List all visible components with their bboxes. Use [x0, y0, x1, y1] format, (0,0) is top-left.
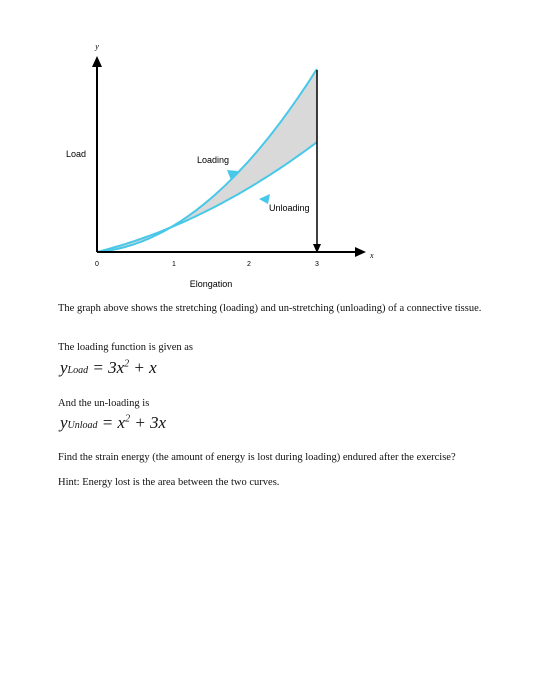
- unloading-formula: [60, 413, 166, 433]
- y-axis-symbol: y: [95, 42, 99, 51]
- y-axis-label: Load: [66, 149, 87, 159]
- formula-exponent: 2: [125, 413, 131, 425]
- hint-text: Hint: Energy lost is the area between the two curves.: [58, 477, 280, 488]
- x-tick-label: 3: [315, 261, 319, 268]
- formula-part: = x: [97, 413, 126, 432]
- intro-paragraph: The graph above shows the stretching (loading) and un-stretching (unloading) of a connective tissue.: [58, 303, 482, 314]
- x-tick-label: 0: [95, 261, 99, 268]
- x-tick-label: 2: [247, 261, 251, 268]
- formula-part: + x: [129, 358, 157, 377]
- x-axis-label: Elongation: [189, 279, 233, 289]
- y-axis-arrow: [92, 56, 102, 67]
- x-tick-label: 1: [172, 261, 176, 268]
- formula-y: y: [60, 413, 68, 432]
- energy-loss-figure: [0, 0, 560, 300]
- loading-intro: The loading function is given as: [58, 342, 194, 353]
- x-axis-arrow: [355, 247, 366, 257]
- formula-subscript: Load: [67, 365, 89, 376]
- formula-subscript: Unload: [67, 420, 98, 431]
- unloading-intro: And the un-loading is: [58, 398, 150, 409]
- question-text: Find the strain energy (the amount of energy is lost during loading) endured after the exercise?: [58, 452, 456, 463]
- loading-label: Loading: [197, 155, 230, 165]
- unloading-label: Unloading: [269, 203, 310, 213]
- loading-formula: [60, 358, 157, 378]
- formula-part: = 3x: [88, 358, 125, 377]
- formula-exponent: 2: [124, 358, 130, 370]
- formula-part: + 3x: [130, 413, 167, 432]
- x-axis-symbol: x: [370, 251, 374, 260]
- formula-y: y: [60, 358, 68, 377]
